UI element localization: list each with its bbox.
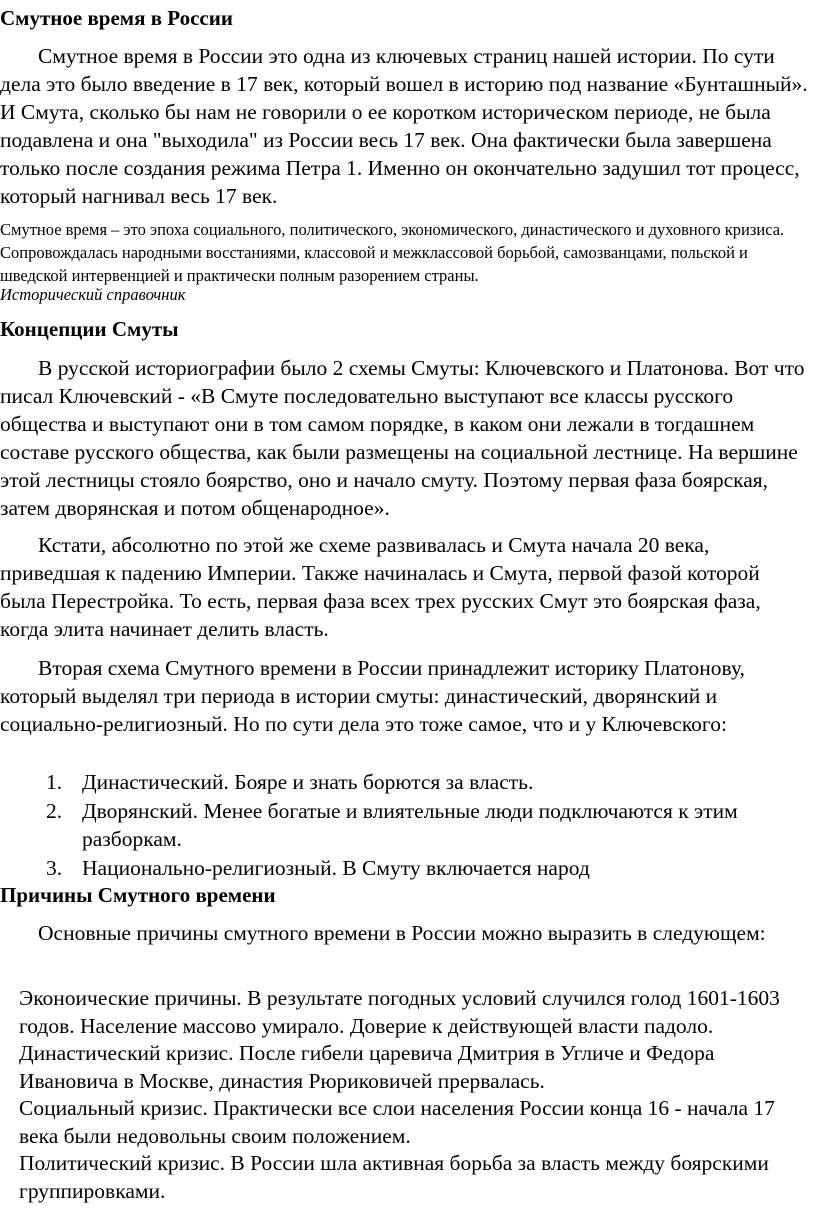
section-title-troubles: Смутное время в России (0, 6, 233, 30)
list-number: 1. (46, 770, 63, 794)
concepts-paragraph-2: Кстати, абсолютно по этой же схеме развивалась и Смута начала 20 века, приведшая к падению Империи. Также начиналась и Смута, первой фазой которой была Перестройка. То есть, первая фаза всех трех русских Смут это боярская фаза, когда элита начинает делить власть. (0, 533, 761, 641)
causes-list (19, 985, 809, 1205)
cause-item-political: Политический кризис. В России шла активная борьба за власть между боярскими группировками. (19, 1151, 769, 1203)
list-item-text: Национально-религиозный. В Смуту включается народ (82, 856, 590, 880)
list-item-text: Дворянский. Менее богатые и влиятельные люди подключаются к этим разборкам. (82, 799, 738, 851)
cause-item-economic: Эконоические причины. В результате погодных условий случился голод 1601-1603 годов. Население массово умирало. Доверие к действующей власти падоло. (19, 986, 780, 1038)
intro-paragraph: Смутное время в России это одна из ключевых страниц нашей истории. По сути дела это было введение в 17 век, который вошел в историю под название «Бунташный». И Смута, сколько бы нам не говорили о ее коротком историческом периоде, не была подавлена и она "выходила" из России весь 17 век. Она фактически была завершена только после создания режима Петра 1. Именно он окончательно задушил тот процесс, который нагнивал весь 17 век. (0, 44, 808, 208)
cause-item-social: Социальный кризис. Практически все слои населения России конца 16 - начала 17 века были недовольны своим положением. (19, 1096, 775, 1148)
section-title-causes: Причины Смутного времени (0, 883, 276, 907)
periods-list (0, 768, 810, 883)
cause-item-dynastic: Династический кризис. После гибели царевича Дмитрия в Угличе и Федора Ивановича в Москве, династия Рюриковичей прервалась. (19, 1041, 715, 1093)
concepts-paragraph-1: В русской историографии было 2 схемы Смуты: Ключевского и Платонова. Вот что писал Ключевский - «В Смуте последовательно выступают все классы русского общества и выступают они в том самом порядке, в каком они лежали в тогдашнем составе русского общества, как были размещены на социальной лестнице. На вершине этой лестницы стояло боярство, оно и начало смуту. Поэтому первая фаза боярская, затем дворянская и потом общенародное». (0, 356, 805, 520)
list-item (0, 854, 810, 882)
concepts-paragraph-3: Вторая схема Смутного времени в России принадлежит историку Платонову, который выделял три периода в истории смуты: династический, дворянский и социально-религиозный. Но по сути дела это тоже самое, что и у Ключевского: (0, 656, 745, 736)
list-item-text: Династический. Бояре и знать борются за власть. (82, 770, 534, 794)
definition-quote: Смутное время – это эпоха социального, политического, экономического, династического и духовного кризиса. Сопровождалась народными восстаниями, классовой и межклассовой борьбой, самозванцами, польской и шведской интервенцией и практически полным разорением страны. (0, 220, 785, 285)
list-number: 2. (46, 799, 63, 823)
list-item (0, 797, 810, 853)
list-number: 3. (46, 856, 63, 880)
section-title-concepts: Концепции Смуты (0, 317, 179, 341)
causes-paragraph: Основные причины смутного времени в России можно выразить в следующем: (38, 921, 766, 945)
list-item (0, 768, 810, 796)
quote-source: Исторический справочник (0, 285, 186, 304)
